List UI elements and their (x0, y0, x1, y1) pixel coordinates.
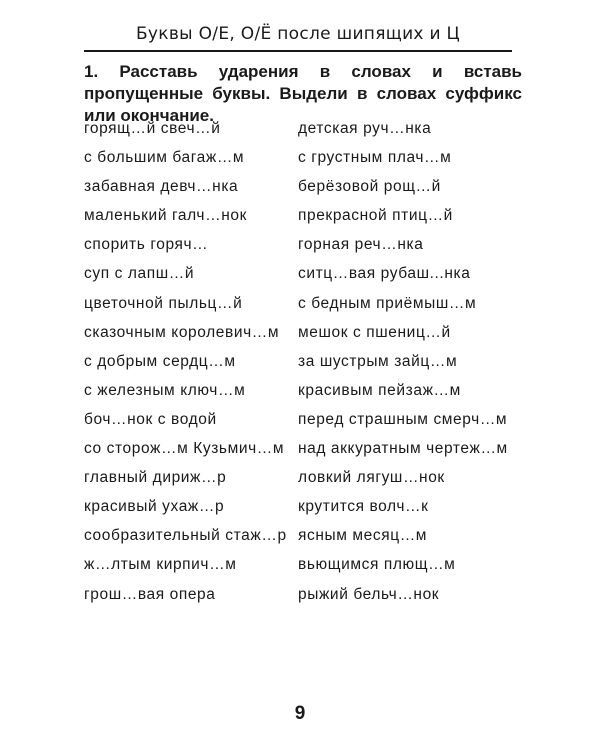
word-item: вьющимся плющ…м (298, 556, 456, 574)
word-item: цветочной пыльц…й (84, 294, 243, 312)
word-item: со сторож…м Кузьмич…м (84, 440, 285, 458)
word-item: красивым пейзаж…м (298, 381, 461, 399)
word-item: ж…лтым кирпич…м (84, 556, 237, 574)
word-item: боч…нок с водой (84, 410, 217, 428)
word-list-left (84, 117, 287, 612)
word-item: мешок с пшениц…й (298, 323, 451, 341)
word-item: сообразительный стаж…р (84, 527, 287, 545)
word-item: сказочным королевич…м (84, 323, 280, 341)
word-item: горная реч…нка (298, 236, 424, 254)
word-item: над аккуратным чертеж…м (298, 440, 508, 458)
word-item: грош…вая опера (84, 585, 216, 603)
word-item: с добрым сердц…м (84, 352, 236, 370)
word-item: ясным месяц…м (298, 527, 428, 545)
word-item: с бедным приёмыш…м (298, 294, 477, 312)
word-item: ситц…вая рубаш...нка (298, 265, 471, 283)
word-item: берёзовой рощ…й (298, 178, 441, 196)
page-header: Буквы О/Е, О/Ё после шипящих и Ц (84, 24, 512, 52)
word-item: забавная девч…нка (84, 178, 239, 196)
task-instruction: 1. Расставь ударения в словах и вставь пропущенные буквы. Выдели в словах суффикс или окончание. (84, 62, 522, 125)
word-item: детская руч…нка (298, 120, 432, 137)
word-item: с грустным плач…м (298, 149, 452, 167)
word-item: крутится волч…к (298, 498, 429, 516)
word-item: красивый ухаж…р (84, 498, 225, 516)
word-item: ловкий лягуш…нок (298, 469, 445, 487)
word-item: за шустрым зайц…м (298, 352, 458, 370)
word-item: перед страшным смерч…м (298, 410, 508, 428)
page-number: 9 (294, 703, 306, 724)
word-item: с большим багаж…м (84, 149, 245, 167)
word-list-right (298, 117, 508, 612)
word-item: рыжий бельч…нок (298, 585, 440, 603)
word-item: прекрасной птиц…й (298, 207, 453, 225)
word-item: с железным ключ…м (84, 381, 246, 399)
word-item: главный дириж…р (84, 469, 227, 487)
word-item: суп с лапш…й (84, 265, 195, 283)
word-item: горящ…й свеч…й (84, 120, 221, 137)
word-item: маленький галч…нок (84, 207, 247, 225)
word-item: спорить горяч… (84, 236, 209, 254)
